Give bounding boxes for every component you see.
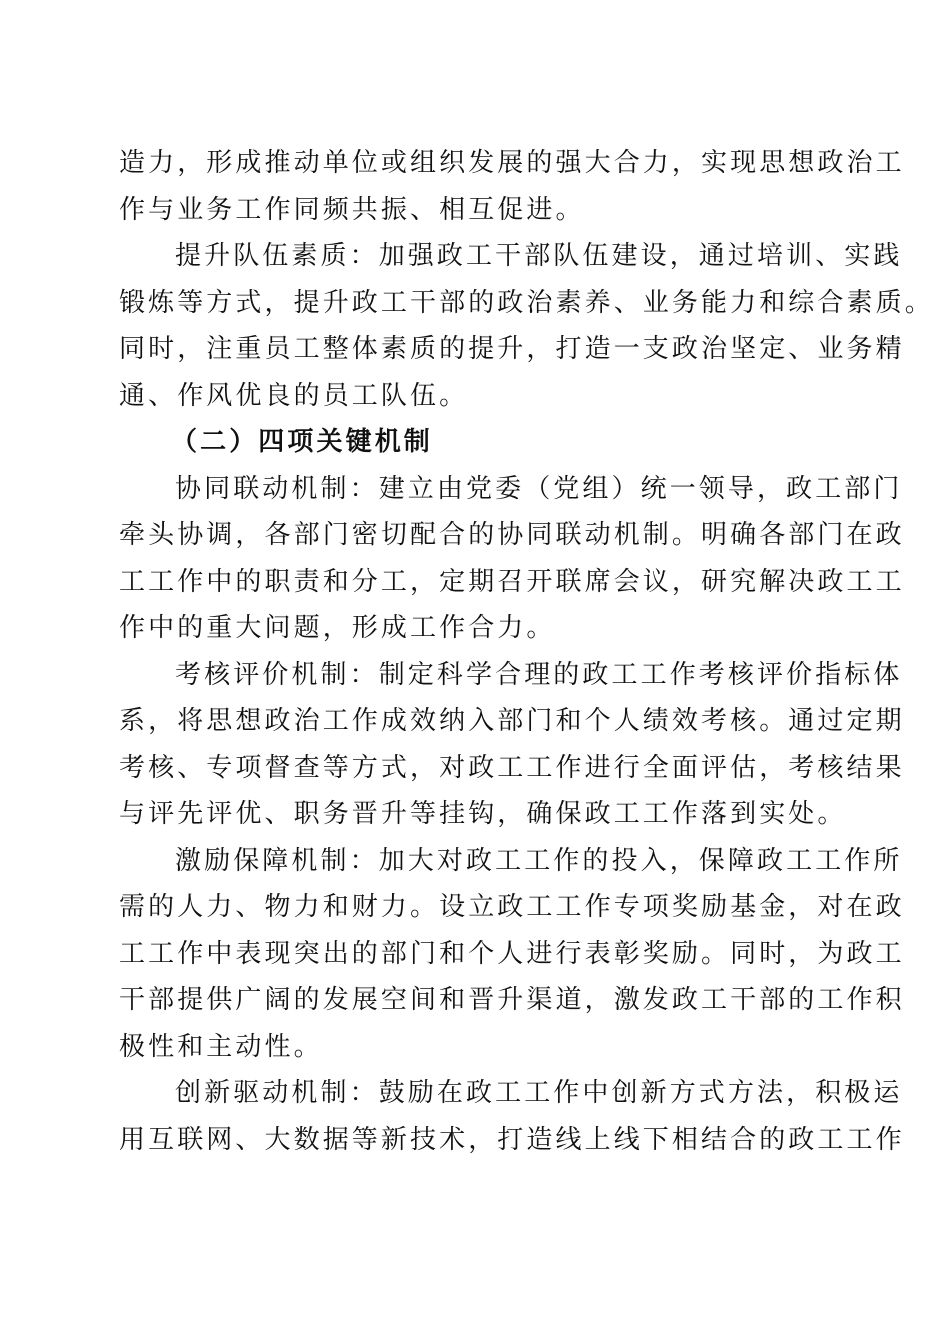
body-line: 通、作风优良的员工队伍。 — [119, 380, 469, 411]
body-line: 工工作中表现突出的部门和个人进行表彰奖励。同时，为政工 — [119, 938, 905, 969]
body-line: 极性和主动性。 — [119, 1031, 323, 1062]
body-line: 作中的重大问题，形成工作合力。 — [119, 613, 556, 643]
body-line: 系，将思想政治工作成效纳入部门和个人绩效考核。通过定期 — [119, 706, 905, 736]
body-line: 牵头协调，各部门密切配合的协同联动机制。明确各部门在政 — [119, 520, 905, 550]
paragraph-start-line: 考核评价机制：制定科学合理的政工工作考核评价指标体 — [175, 659, 903, 690]
paragraph-start-line: 激励保障机制：加大对政工工作的投入，保障政工工作所 — [175, 845, 903, 876]
body-line: 用互联网、大数据等新技术，打造线上线下相结合的政工工作 — [119, 1124, 905, 1155]
body-line: 需的人力、物力和财力。设立政工工作专项奖励基金，对在政 — [119, 892, 905, 922]
body-line: 同时，注重员工整体素质的提升，打造一支政治坚定、业务精 — [119, 334, 905, 364]
document-body — [119, 140, 934, 1163]
body-line: 工工作中的职责和分工，定期召开联席会议，研究解决政工工 — [119, 566, 905, 597]
body-line: 造力，形成推动单位或组织发展的强大合力，实现思想政治工 — [119, 148, 905, 178]
paragraph-start-line: 协同联动机制：建立由党委（党组）统一领导，政工部门 — [175, 473, 903, 504]
body-line: 作与业务工作同频共振、相互促进。 — [119, 194, 585, 225]
section-heading: （二）四项关键机制 — [171, 427, 433, 457]
body-line: 与评先评优、职务晋升等挂钩，确保政工工作落到实处。 — [119, 799, 847, 829]
body-line: 干部提供广阔的发展空间和晋升渠道，激发政工干部的工作积 — [119, 985, 905, 1015]
paragraph-start-line: 创新驱动机制：鼓励在政工工作中创新方式方法，积极运 — [175, 1078, 903, 1108]
paragraph-start-line: 提升队伍素质：加强政工干部队伍建设，通过培训、实践 — [175, 241, 903, 271]
body-line: 锻炼等方式，提升政工干部的政治素养、业务能力和综合素质。 — [119, 287, 934, 318]
body-line: 考核、专项督查等方式，对政工工作进行全面评估，考核结果 — [119, 752, 905, 783]
